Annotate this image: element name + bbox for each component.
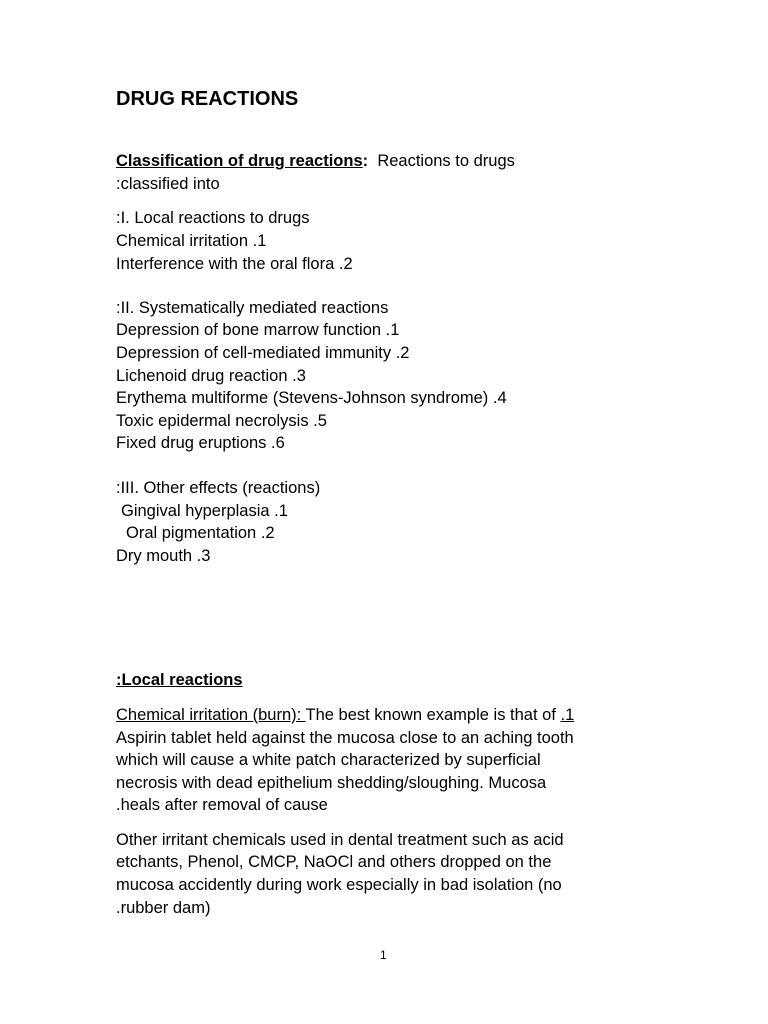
section-II-heading: :II. Systematically mediated reactions	[116, 299, 389, 317]
page-title: DRUG REACTIONS	[116, 88, 299, 110]
paragraph-line: which will cause a white patch characterized by superficial	[116, 751, 541, 769]
section-II-item: Depression of bone marrow function .1	[116, 321, 400, 339]
section-I-heading: :I. Local reactions to drugs	[116, 209, 310, 227]
classification-heading: Classification of drug reactions	[116, 152, 363, 170]
classification-text-cont: :classified into	[116, 175, 220, 193]
paragraph-line: Aspirin tablet held against the mucosa close to an aching tooth	[116, 729, 574, 747]
section-III-item: Gingival hyperplasia .1	[121, 502, 288, 520]
paragraph-line: .heals after removal of cause	[116, 796, 328, 814]
section-II-item: Fixed drug eruptions .6	[116, 434, 285, 452]
section-II-item: Depression of cell-mediated immunity .2	[116, 344, 410, 362]
paragraph-line: Other irritant chemicals used in dental treatment such as acid	[116, 831, 564, 849]
list-number: .1	[560, 706, 575, 724]
section-II-item: Toxic epidermal necrolysis .5	[116, 412, 327, 430]
classification-line	[116, 151, 515, 171]
section-I-item: Interference with the oral flora .2	[116, 255, 353, 273]
paragraph-line	[116, 705, 574, 725]
section-I-item: Chemical irritation .1	[116, 232, 267, 250]
section-III-item: Oral pigmentation .2	[126, 524, 275, 542]
chemical-irritation-text: The best known example is that of	[305, 706, 561, 724]
chemical-irritation-lead: Chemical irritation (burn):	[116, 706, 306, 724]
classification-colon: :	[362, 152, 369, 170]
paragraph-line: .rubber dam)	[116, 899, 211, 917]
section-III-heading: :III. Other effects (reactions)	[116, 479, 321, 497]
page-number: 1	[380, 948, 387, 962]
paragraph-line: mucosa accidently during work especially in bad isolation (no	[116, 876, 562, 894]
paragraph-line: necrosis with dead epithelium shedding/sloughing. Mucosa	[116, 774, 547, 792]
section-II-item: Erythema multiforme (Stevens-Johnson syndrome) .4	[116, 389, 507, 407]
local-reactions-heading: :Local reactions	[116, 671, 243, 689]
classification-text: Reactions to drugs	[377, 152, 515, 170]
paragraph-line: etchants, Phenol, CMCP, NaOCl and others dropped on the	[116, 853, 552, 871]
section-III-item: Dry mouth .3	[116, 547, 211, 565]
section-II-item: Lichenoid drug reaction .3	[116, 367, 306, 385]
